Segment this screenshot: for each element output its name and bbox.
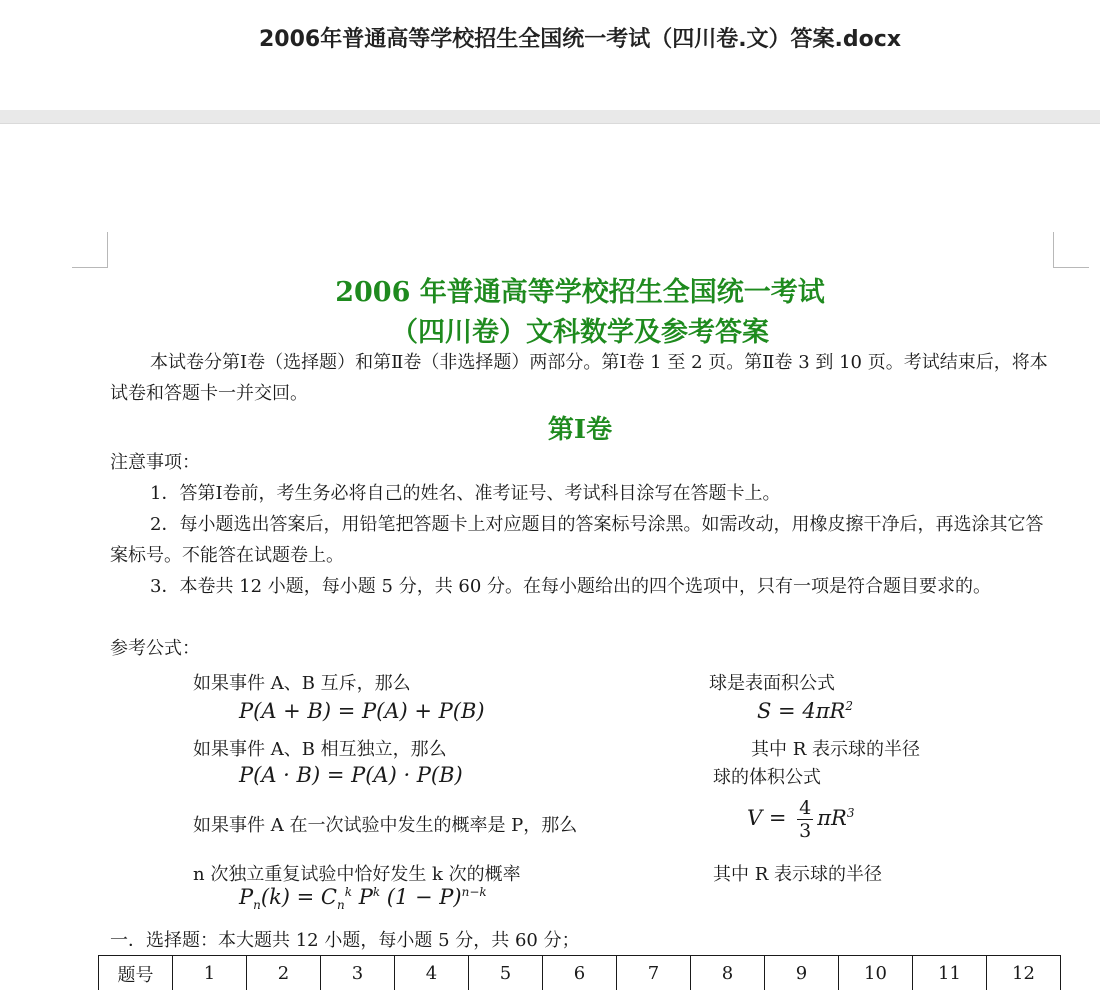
notes-heading: 注意事项：	[110, 452, 200, 473]
radius-text-2: 其中 R 表示球的半径	[713, 864, 882, 885]
table-cell: 11	[913, 956, 987, 990]
note-3: 3．本卷共 12 小题，每小题 5 分，共 60 分。在每小题给出的四个选项中，只有一项是符合题目要求的。	[150, 576, 992, 597]
sphere-area-formula: $S = 4\pi R^2$	[757, 699, 853, 723]
table-cell: 12	[987, 956, 1061, 990]
document-title-line-2: （四川卷）文科数学及参考答案	[391, 317, 769, 348]
sphere-area-text: 球是表面积公式	[709, 673, 835, 694]
table-cell: 3	[321, 956, 395, 990]
table-row	[99, 956, 1061, 990]
table-cell: 8	[691, 956, 765, 990]
independent-events-text: 如果事件 A、B 相互独立，那么	[193, 739, 447, 760]
section-title: 第Ⅰ卷	[547, 415, 613, 445]
answer-table	[98, 955, 1061, 990]
radius-text-1: 其中 R 表示球的半径	[751, 739, 920, 760]
n-trials-text: n 次独立重复试验中恰好发生 k 次的概率	[193, 864, 521, 885]
sphere-volume-text: 球的体积公式	[713, 767, 821, 788]
table-cell: 2	[247, 956, 321, 990]
note-2: 2．每小题选出答案后，用铅笔把答题卡上对应题目的答案标号涂黑。如需改动，用橡皮擦干净后，再选涂其它答案标号。不能答在试题卷上。	[110, 514, 1044, 566]
intro-paragraph: 本试卷分第Ⅰ卷（选择题）和第Ⅱ卷（非选择题）两部分。第Ⅰ卷 1 至 2 页。第Ⅱ卷 3 到 10 页。考试结束后，将本试卷和答题卡一并交回。	[110, 352, 1048, 404]
exclusive-events-formula: P(A + B) = P(A) + P(B)	[239, 699, 485, 723]
sphere-volume-formula: V = $\frac{4}{3}$ $\pi R^3$	[747, 797, 855, 842]
window-title: 2006年普通高等学校招生全国统一考试（四川卷.文）答案.docx	[258, 27, 902, 52]
binomial-formula: $P_n(k) = C_n^k$ $P^k$ $(1 - P)^{n-k}$	[239, 885, 487, 913]
table-cell: 1	[173, 956, 247, 990]
exclusive-events-text: 如果事件 A、B 互斥，那么	[193, 673, 411, 694]
table-cell: 6	[543, 956, 617, 990]
table-cell: 7	[617, 956, 691, 990]
margin-corner-left	[72, 232, 108, 268]
document-title-line-1: 2006 年普通高等学校招生全国统一考试	[335, 277, 825, 308]
margin-corner-right	[1053, 232, 1089, 268]
table-cell: 5	[469, 956, 543, 990]
table-row-label: 题号	[99, 956, 173, 990]
single-trial-text: 如果事件 A 在一次试验中发生的概率是 P，那么	[193, 815, 578, 836]
title-bar	[0, 0, 1100, 110]
table-cell: 4	[395, 956, 469, 990]
title-separator	[0, 110, 1100, 124]
formulas-heading: 参考公式：	[110, 638, 200, 659]
table-cell: 9	[765, 956, 839, 990]
table-cell: 10	[839, 956, 913, 990]
independent-events-formula: P(A · B) = P(A) · P(B)	[239, 763, 463, 787]
note-1: 1．答第Ⅰ卷前，考生务必将自己的姓名、准考证号、考试科目涂写在答题卡上。	[150, 483, 781, 504]
part-one-heading: 一．选择题：本大题共 12 小题，每小题 5 分，共 60 分；	[110, 930, 580, 951]
